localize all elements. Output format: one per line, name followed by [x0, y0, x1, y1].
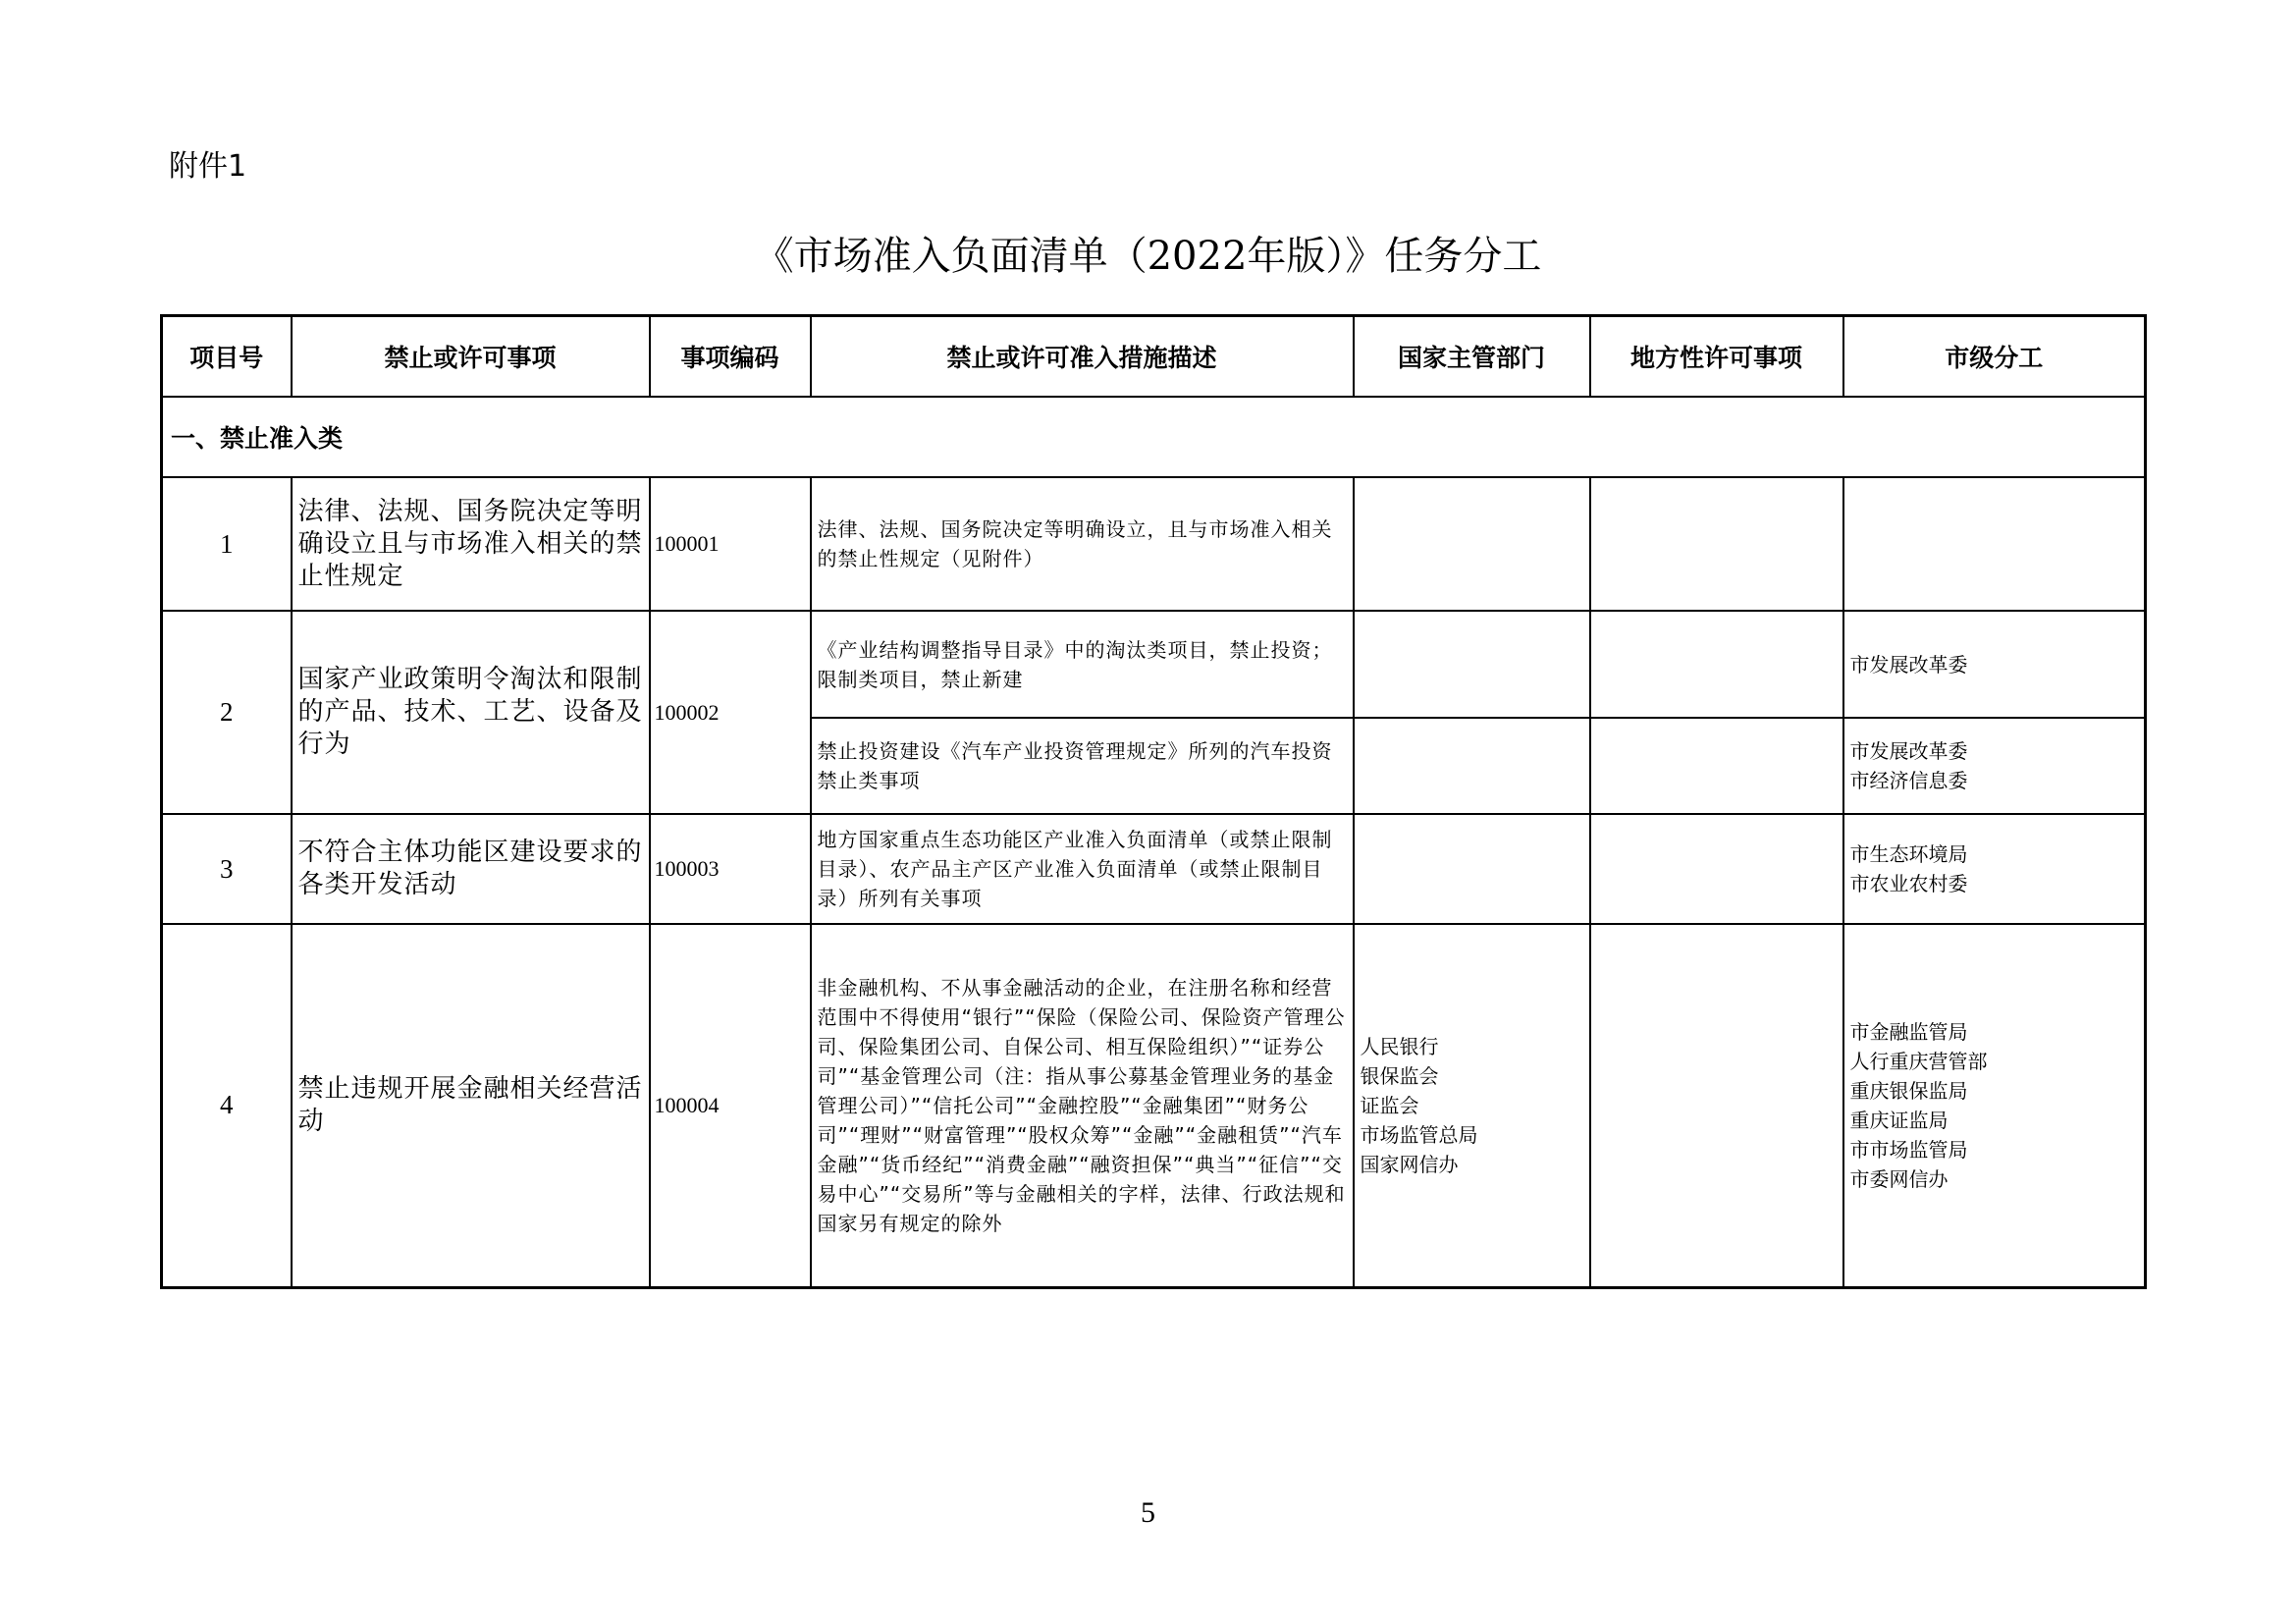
city-division: 市发展改革委 市经济信息委 [1843, 718, 2146, 814]
section-row [162, 397, 2146, 477]
local-permit [1590, 718, 1843, 814]
item-description: 《产业结构调整指导目录》中的淘汰类项目，禁止投资；限制类项目，禁止新建 [811, 611, 1354, 718]
section-title: 一、禁止准入类 [162, 397, 2146, 477]
national-department [1354, 611, 1590, 718]
national-department [1354, 477, 1590, 611]
national-department: 人民银行 银保监会 证监会 市场监管总局 国家网信办 [1354, 924, 1590, 1287]
item-name: 国家产业政策明令淘汰和限制的产品、技术、工艺、设备及行为 [292, 611, 650, 814]
city-division [1843, 477, 2146, 611]
item-code: 100004 [650, 924, 811, 1287]
table-row [162, 924, 2146, 1287]
item-number: 4 [162, 924, 292, 1287]
item-code: 100001 [650, 477, 811, 611]
page-number: 5 [1141, 1496, 1155, 1529]
table-row [162, 477, 2146, 611]
header-national-department: 国家主管部门 [1354, 316, 1590, 398]
item-description: 非金融机构、不从事金融活动的企业，在注册名称和经营范围中不得使用“银行”“保险（保险公司、保险资产管理公司、保险集团公司、自保公司、相互保险组织）”“证券公司”“基金管理公司（注：指从事公募基金管理业务的基金管理公司）”“信托公司”“金融控股”“金融集团”“财务公司”“理财”“财富管理”“股权众筹”“金融”“金融租赁”“汽车金融”“货币经纪”“消费金融”“融资担保”“典当”“征信”“交易中心”“交易所”等与金融相关的字样，法律、行政法规和国家另有规定的除外 [811, 924, 1354, 1287]
national-department [1354, 814, 1590, 924]
header-measure-description: 禁止或许可准入措施描述 [811, 316, 1354, 398]
header-city-division: 市级分工 [1843, 316, 2146, 398]
table-row [162, 814, 2146, 924]
header-item-code: 事项编码 [650, 316, 811, 398]
task-table [160, 314, 2147, 1289]
item-number: 2 [162, 611, 292, 814]
city-division: 市金融监管局 人行重庆营管部 重庆银保监局 重庆证监局 市市场监管局 市委网信办 [1843, 924, 2146, 1287]
item-name: 不符合主体功能区建设要求的各类开发活动 [292, 814, 650, 924]
item-description: 地方国家重点生态功能区产业准入负面清单（或禁止限制目录）、农产品主产区产业准入负面清单（或禁止限制目录）所列有关事项 [811, 814, 1354, 924]
local-permit [1590, 477, 1843, 611]
city-division: 市生态环境局 市农业农村委 [1843, 814, 2146, 924]
item-code: 100003 [650, 814, 811, 924]
item-number: 3 [162, 814, 292, 924]
header-item-number: 项目号 [162, 316, 292, 398]
document-title: 《市场准入负面清单（2022年版）》任务分工 [754, 234, 1542, 279]
table-header-row [162, 316, 2146, 398]
item-description: 禁止投资建设《汽车产业投资管理规定》所列的汽车投资禁止类事项 [811, 718, 1354, 814]
city-division: 市发展改革委 [1843, 611, 2146, 718]
attachment-label: 附件1 [169, 149, 247, 184]
table-row [162, 611, 2146, 718]
local-permit [1590, 611, 1843, 718]
item-description: 法律、法规、国务院决定等明确设立，且与市场准入相关的禁止性规定（见附件） [811, 477, 1354, 611]
national-department [1354, 718, 1590, 814]
item-name: 禁止违规开展金融相关经营活动 [292, 924, 650, 1287]
item-number: 1 [162, 477, 292, 611]
item-name: 法律、法规、国务院决定等明确设立且与市场准入相关的禁止性规定 [292, 477, 650, 611]
local-permit [1590, 814, 1843, 924]
item-code: 100002 [650, 611, 811, 814]
header-item-name: 禁止或许可事项 [292, 316, 650, 398]
local-permit [1590, 924, 1843, 1287]
header-local-permit: 地方性许可事项 [1590, 316, 1843, 398]
